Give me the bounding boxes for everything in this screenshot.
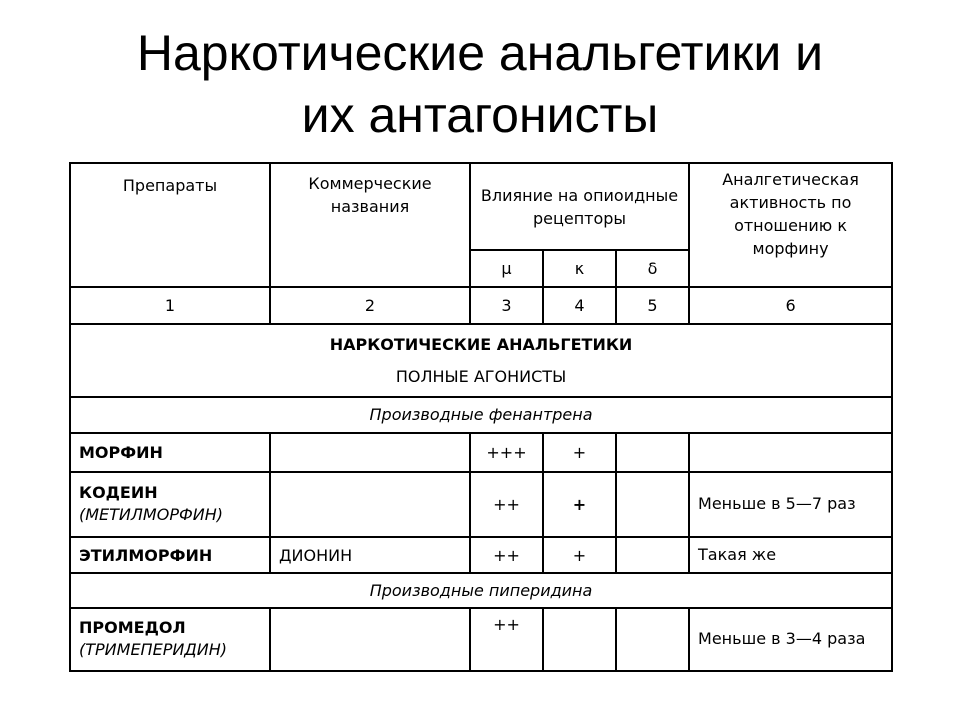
mu-effect: +++	[470, 433, 543, 472]
table-row	[70, 433, 892, 472]
group-phenanthrene: Производные фенантрена	[70, 397, 892, 434]
drug-cell	[70, 472, 270, 537]
table-row	[70, 608, 892, 671]
header-mu: μ	[470, 250, 543, 287]
title-line-2: их антагонисты	[301, 87, 659, 143]
col-number-5: 5	[616, 287, 689, 324]
commercial-name	[270, 433, 470, 472]
col-number-1: 1	[70, 287, 270, 324]
header-activity: Аналгетическая активность по отношению к морфину	[689, 163, 892, 287]
commercial-name	[270, 608, 470, 671]
analgesic-activity: Меньше в 5—7 раз	[689, 472, 892, 537]
drug-name: ЭТИЛМОРФИН	[70, 537, 270, 574]
delta-effect	[616, 433, 689, 472]
table-row	[70, 537, 892, 574]
drug-name: МОРФИН	[70, 433, 270, 472]
delta-effect	[616, 608, 689, 671]
mu-effect: ++	[470, 608, 543, 671]
col-number-3: 3	[470, 287, 543, 324]
drug-table	[69, 162, 893, 672]
table-row	[70, 472, 892, 537]
header-delta: δ	[616, 250, 689, 287]
section-main-title: НАРКОТИЧЕСКИЕ АНАЛЬГЕТИКИ	[329, 335, 633, 355]
analgesic-activity	[689, 433, 892, 472]
header-drugs: Препараты	[70, 163, 270, 287]
group-piperidine: Производные пиперидина	[70, 573, 892, 608]
kappa-effect: +	[543, 472, 616, 537]
kappa-effect: +	[543, 433, 616, 472]
header-influence: Влияние на опиоидные рецепторы	[470, 163, 689, 250]
col-number-4: 4	[543, 287, 616, 324]
mu-effect: ++	[470, 472, 543, 537]
drug-cell	[70, 608, 270, 671]
header-kappa: κ	[543, 250, 616, 287]
drug-alt-name: (МЕТИЛМОРФИН)	[79, 505, 223, 525]
col-number-2: 2	[270, 287, 470, 324]
kappa-effect: +	[543, 537, 616, 574]
analgesic-activity: Меньше в 3—4 раза	[689, 608, 892, 671]
commercial-name	[270, 472, 470, 537]
kappa-effect	[543, 608, 616, 671]
drug-name: КОДЕИН	[79, 483, 158, 503]
section-subtitle: ПОЛНЫЕ АГОНИСТЫ	[395, 367, 567, 387]
analgesic-activity: Такая же	[689, 537, 892, 574]
header-commercial: Коммерческие названия	[270, 163, 470, 287]
drug-alt-name: (ТРИМЕПЕРИДИН)	[79, 640, 228, 660]
title-line-1: Наркотические анальгетики и	[136, 25, 824, 81]
delta-effect	[616, 537, 689, 574]
mu-effect: ++	[470, 537, 543, 574]
col-number-6: 6	[689, 287, 892, 324]
slide-title	[0, 22, 960, 146]
delta-effect	[616, 472, 689, 537]
commercial-name: ДИОНИН	[270, 537, 470, 574]
section-header	[70, 324, 892, 397]
drug-name: ПРОМЕДОЛ	[79, 618, 186, 638]
